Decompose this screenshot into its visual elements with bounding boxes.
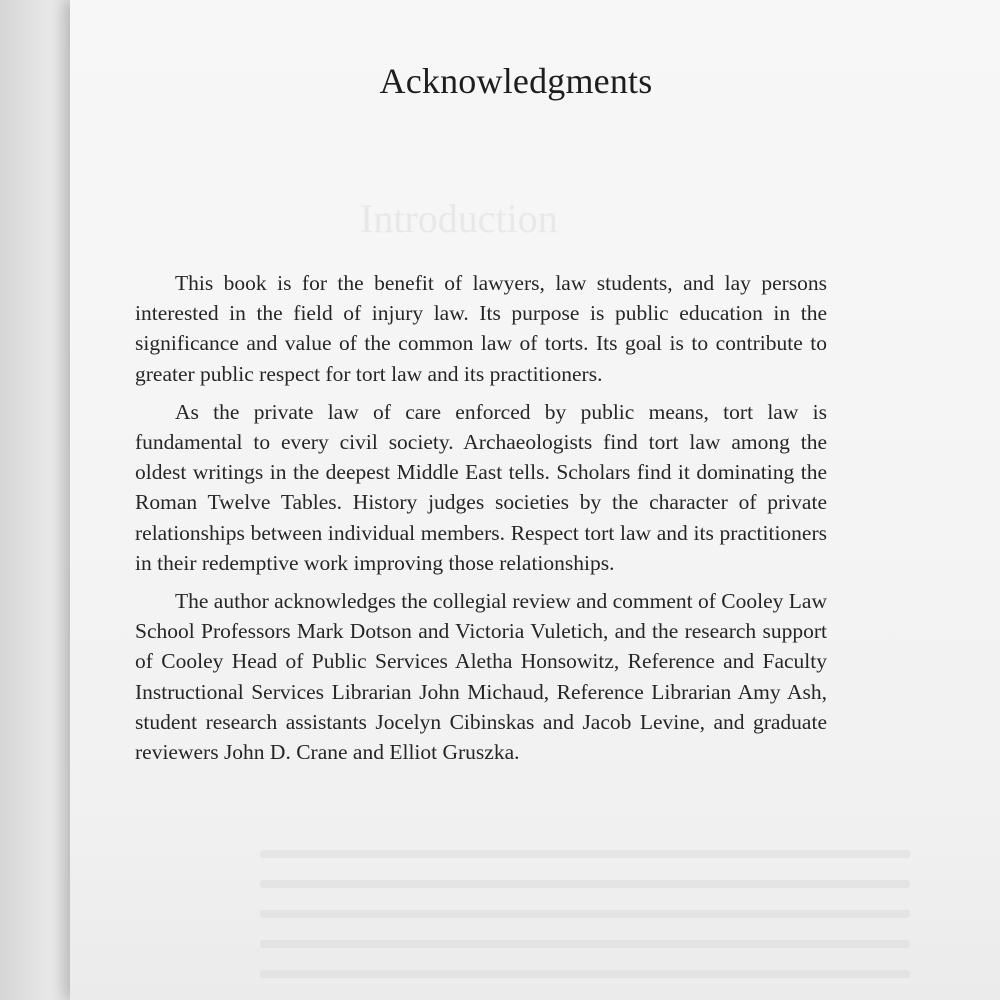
bleed-line <box>260 880 910 888</box>
bleed-through-title: Introduction <box>360 196 558 241</box>
bleed-line <box>260 850 910 858</box>
paragraph-purpose: This book is for the benefit of lawyers, law students, and lay persons interested in the field of injury law. Its purpose is public education in the significance and value of the common law of torts. Its goal is to contribute to greater public respect for tort law and its practitioners. <box>135 271 827 386</box>
page-title: Acknowledgments <box>379 61 653 101</box>
page-header <box>134 60 828 102</box>
bleed-line <box>260 970 910 978</box>
body-text <box>135 268 827 775</box>
bleed-line <box>260 910 910 918</box>
paragraph-history: As the private law of care enforced by public means, tort law is fundamental to every civil society. Archaeologists find tort law among the oldest writings in the deepest Middle East tells. Scholars find it dominating the Roman Twelve Tables. History judges societies by the character of private relationships between individual members. Respect tort law and its practitioners in their redemptive work improving those relationships. <box>135 399 827 575</box>
paragraph-acknowledgments: The author acknowledges the collegial review and comment of Cooley Law School Professors Mark Dotson and Victoria Vuletich, and the research support of Cooley Head of Public Services Aletha Honsowitz, Reference and Faculty Instructional Services Librarian John Michaud, Reference Librarian Amy Ash, student research assistants Jocelyn Cibinskas and Jacob Levine, and graduate reviewers John D. Crane and Elliot Gruszka. <box>135 589 827 765</box>
bleed-through-text <box>260 850 910 1000</box>
bleed-line <box>260 940 910 948</box>
book-page <box>70 0 1000 1000</box>
